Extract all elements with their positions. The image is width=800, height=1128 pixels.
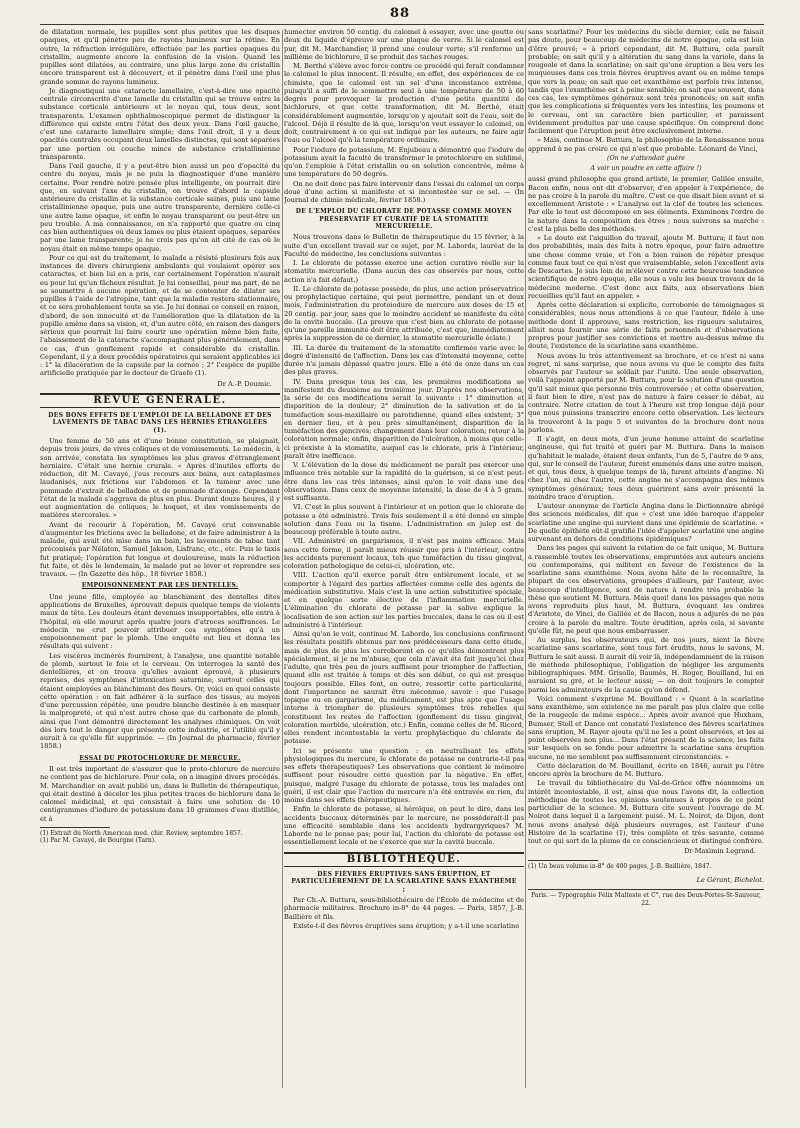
paragraph: Je diagnostiquai une cataracte lamellaire, c'est-à-dire une opacité centrale circonscrite d'une lamelle du cristallin qui se trouve entre la substance corticale antérieure et le noyau qui, tous deux, sont transparents. L'examen ophthalmoscopique permet de distinguer la différence qui existe entre l'état des deux yeux. Dans l'œil gauche, c'est une cataracte lamellaire simple; dans l'œil droit, il y a deux opacités centrales occupant deux lamelles distinctes, qui sont séparées par une portion ou couche mince de substance cristallinienne transparente.: [40, 86, 280, 161]
column-3: [528, 28, 764, 1106]
paragraph: VIII. L'action qu'il exerce paraît être entièrement locale, et se comporter à l'égard des parties affectées comme celle des agents de médication substitutive. Mais c'est là une action substitutive spéciale, et en quelque sorte élective de l'inflammation mercurielle. L'élimination du chlorate de potasse par la salive explique la localisation de son action sur les parties buccales, dans le cas où il est administré à l'intérieur.: [284, 571, 524, 629]
paragraph: Une femme de 50 ans et d'une bonne constitution, se plaignait, depuis trois jours, de vives coliques et de vomissements. Le médecin, à son arrivée, constata les symptômes les plus graves d'étranglement herniaire. C'était une hernie crurale. « Après d'inutiles efforts de réduction, dit M. Cavayé, j'eus recours aux bains, aux cataplasmes laudanisés, aux frictions sur l'abdomen et la tumeur avec une pommade d'extrait de belladone et de pommade d'axonge. Cependant l'état de la malade s'aggrava de plus en plus. Durant douze heures, il y eut augmentation de coliques, le hoquet, et des vomissements de matières stercorales. »: [40, 437, 280, 520]
paragraph: Le travail du bibliothécaire du Val-de-Grâce offre néanmoins un intérêt incontestable, il est, ainsi que nous l'avons dit, la collection méthodique de toutes les opinions soutenues à propos de ce point particulier de la science. M. Buttura cite souvent l'ouvrage de M. Noirot dans lequel il a largement puisé. M. L. Noirot, de Dijon, dont nous avons analysé déjà plusieurs ouvrages, est l'auteur d'une Histoire de la scarlatine (1), très complète et très savante, comme tout ce qui sort de la plume de ce consciencieux et distingué confrère.: [528, 779, 764, 845]
paragraph: Pour ce qui est du traitement, le malade a résisté plusieurs fois aux instances de divers chirurgiens ambulants qui voulaient opérer ses cataractes, et bien lui en a pris, car certainement l'opération n'aurait eu pour lui qu'un fâcheux résultat. Je lui conseillai, pour ma part, de ne se soumettre à aucune opération, et de se contenter de dilater ses pupilles à l'aide de l'atropine, tant que la maladie restera stationnaire, et ce sera probablement toute sa vie. Je lui donnai ce conseil en raison, d'abord, de son innocuité et de l'amélioration que la dilatation de la pupille amène dans sa vision, et, d'un autre côté, en raison des dangers sérieux que pourrait lui faire courir une opération même bien faite, l'abaissement de la cataracte s'accompagnant plus généralement, dans ce cas, d'un gonflement rapide et considérable du cristallin. Cependant, il y a deux procédés opératoires qui seraient applicables ici : 1° la dilacération de la capsule par la cornée ; 2° l'espèce de pupille artificielle pratiquée par le docteur de Graefe (1).: [40, 253, 280, 378]
paragraph: » Mais, continue M. Buttura, la philosophie de la Renaissance nous apprend à ne pas croire ce qui n'est que probable. Léonard de Vinci,: [528, 136, 764, 153]
paragraph: III. La durée du traitement de la stomatite confirmée varie avec le degré d'intensité de l'affection. Dans les cas d'intensité moyenne, cette durée n'a jamais dépassé quatre jours. Elle a été de onze dans un cas des plus graves.: [284, 343, 524, 377]
column-2: [284, 28, 524, 1106]
paragraph: » Le doute est l'aiguillon du travail, ajoute M. Buttura; il faut non des probabilités, mais des faits à notre époque, pour faire admettre une chose comme vraie, et l'on a bien raison de répéter presque comme faux tout ce qui n'est que vraisemblable, selon l'excellent avis de Descartes. Je suis loin de m'élever contre cette heureuse tendance scientifique de notre époque, elle nous a valu les beaux travaux de la médecine moderne. C'est donc aux faits, aux observations bien recueillies qu'il faut en appeler. »: [528, 234, 764, 300]
paragraph: L'auteur anonyme de l'article Angina dans le Dictionnaire abrégé des sciences médicales, dit que « c'est une idée baroque d'appeler scarlatine une angine qui survient dans une épidémie de scarlatine. » De quelle épithète eût-il gratifié l'idée d'appeler scarlatine une angine survenant en dehors de conditions épidémiques?: [528, 502, 764, 543]
paragraph: humecter environ 50 centig. du calomel à essayer, avec une goutte ou deux du liquide d'épreuve sur une plaque de verre. Si le calomel est pur, dit M. Marchandier, il prend une couleur verte; s'il renferme un millième de bichlorure, il se produit des taches rouges.: [284, 28, 524, 61]
footnote-rule: [40, 827, 110, 828]
quoted-verse: A voir un poudre en cette affaire !): [590, 165, 702, 172]
article-heading: ESSAI DU PROTOCHLORURE DE MERCURE.: [79, 754, 241, 762]
printer-imprint: Paris. — Typographie Félix Malteste et C°, rue des Deux-Portes-St-Sauveur, 22.: [528, 889, 764, 907]
paragraph: Pour l'iodure de potassium, M. Enjubeau a démontré que l'iodure de potassium avait la faculté de transformer le protochlorure en sublimé, qu'on l'emploie à l'état cristallin ou en solution concentrée, même à une température de 50 degrés.: [284, 145, 524, 179]
section-title: BIBLIOTHÈQUE.: [284, 852, 524, 867]
footnote: (1) Par M. Cavayé, de Bourgne (Tarn).: [40, 837, 157, 845]
column-divider: [525, 30, 526, 1088]
paragraph: Cette déclaration de M. Bouilland, écrite en 1846, aurait pu l'être encore après la brochure de M. Buttura.: [528, 761, 764, 778]
paragraph: On ne doit donc pas faire intervenir dans l'essai du calomel un corps doué d'une action si manifeste et si incontestée sur ce sel. — (In Journal de chimie médicale, février 1858.): [284, 179, 524, 204]
paragraph: Une jeune fille, employée au blanchiment des dentelles dites applications de Bruxelles, éprouvait depuis quelque temps de violents maux de tête. Les douleurs étant devenues insupportables, elle entra à l'hôpital, où elle mourut après quatre jours d'atroces souffrances. Le médecin ne crut pouvoir attribuer ces symptômes qu'à un empoisonnement par le plomb. Une enquête eut lieu et donna les résultats qui suivent :: [40, 592, 280, 651]
paragraph: Ici se présente une question : en neutralisant les effets physiologiques du mercure, le chlorate de potasse ne contrarie-t-il pas ses effets thérapeutiques? Les observations que contient le mémoire suffisent pour résoudre cette question par la négative. En effet, puisque, malgré l'usage du chlorate de potasse, tous les malades ont guéri, il est clair que l'action du mercure n'a été entravée en rien, du moins dans ses effets thérapeutiques.: [284, 746, 524, 805]
paragraph: Avant de recourir à l'opération, M. Cavayé crut convenable d'augmenter les frictions avec la belladone, et de faire administrer à la malade, qui avait été mise dans un bain, les lavements de tabac tant préconisés par Nélaton, Samuel Jakson, Lisfranc, etc., etc. Puis le taxis fut pratiqué; l'opération fut longue et douloureuse, mais la réduction fut faite, et dès le lendemain, la malade put se lever et reprendre ses travaux. — (In Gazette des hôp., 18 février 1858.): [40, 520, 280, 579]
author-signature: Dr Maximin Legrand.: [684, 847, 756, 856]
paragraph: de dilatation normale, les pupilles sont plus petites que les disques opaques, et qu'il pénètre peu de rayons lumineux sur la rétine. En outre, la réfraction irrégulière, effectuée par les parties opaques du cristallin, augmente encore la confusion de la vision. Quand les pupilles sont dilatées, au contraire, une plus large zone du cristallin encore transparent est à découvert, et il pénètre dans l'œil une plus grande somme de rayons lumineux.: [40, 28, 280, 86]
gerant-signature: Le Gérant, Bichelot.: [696, 875, 764, 884]
page-number: 88: [389, 6, 411, 21]
paragraph: II. Le chlorate de potasse possède, de plus, une action préservatrice ou prophylactique certaine, qui peut permettre, pendant un et deux mois, l'administration du protoiodure de mercure aux doses de 15 et 20 centig. par jour, sans que le moindre accident se manifeste du côté de la cavité buccale. (La preuve que c'est bien au chlorate de potasse qu'une pareille immunité doit être attribuée, c'est que, immédiatement après la suppression de ce dernier, la stomatite mercurielle éclate.): [284, 284, 524, 343]
paragraph: Enfin le chlorate de potasse, si héroïque, on peut le dire, dans les accidents buccaux déterminés par le mercure, ne posséderait-il pas une efficacité semblable dans les accidents hydrargyriques? M. Laborde ne le pense pas; pour lui, l'action du chlorate de potasse est essentiellement locale et ne s'exerce que sur la cavité buccale.: [284, 805, 524, 847]
column-divider: [282, 30, 283, 1088]
paragraph: VI. C'est le plus souvent à l'intérieur et en potion que le chlorate de potasse a été administré. Trois fois seulement il a été donné en simple solution dans l'eau ou la tisane. L'administration en julep est de beaucoup préférable à toute autre.: [284, 503, 524, 537]
paragraph: VII. Administré en gargarismes, il n'est pas moins efficace. Mais sous cette forme, il paraît mieux réussir que pris à l'intérieur, contre les accidents purement locaux, tels que tuméfaction du tissu gingival, coloration pathologique de celui-ci, ulcération, etc.: [284, 537, 524, 571]
paragraph: Dans les pages qui suivent la relation de ce fait unique, M. Buttura a rassemblé toutes les observations, empruntées aux auteurs anciens ou contemporains, qui militent en faveur de l'existence de la scarlatine sans exanthème. Nous avons hâte de le reconnaître, la plupart de ces observations, groupées d'ailleurs, par l'auteur, avec beaucoup d'intelligence, sont de nature à rendre très probable la thèse que soutient M. Buttura. Mais quoi! dans les passages que nous avons reproduits plus haut, M. Buttura, évoquant les ombres d'Aristote, de Vinci, de Galilée et de Bacon, nous a adjurés de ne pas croire à la parole du maître. Toute érudition, après cela, si savante qu'elle fût, ne peut que nous embarrasser.: [528, 544, 764, 635]
paragraph: Nous trouvons dans le Bulletin de thérapeutique du 15 février, à la suite d'un excellent travail sur ce sujet, par M. Laborde, lauréat de la Faculté de médecine, les conclusions suivantes :: [284, 233, 524, 258]
paragraph: Dans l'œil gauche, il y a peut-être bien aussi un peu d'opacité du centre du noyau, mais je ne puis la diagnostiquer d'une manière certaine. Pour rendre notre pensée plus intelligente, on pourrait dire que, en suivant l'axe du cristallin, on trouve d'abord la capsule antérieure du cristallin et la substance corticale saines, puis une lame cristallinienne opaque, puis une autre transparente, dernière celle-ci une autre lame opaque, et enfin le noyau transparent ou peut-être un peu trouble. A ma connaissance, on n'a rapporté que quatre ou cinq cas bien authentiques où deux lames ou plus étaient opaques, séparées par une lame transparente; je ne crois pas qu'on ait cité de cas où le noyau était en même temps opaque.: [40, 162, 280, 253]
paragraph: Par Ch.-A. Buttura, sous-bibliothécaire de l'École de médecine et de pharmacie militaires. Brochure in-8° de 44 pages. — Paris, 1857, J.-B. Baillière et fils.: [284, 896, 524, 921]
paragraph: M. Berthé s'élève avec force contre ce procédé qui ferait condamner le calomel le plus innocent. Il résulte, en effet, des expériences de ce chimiste, que le calomel est un sel d'une inconstance extrême, puisqu'il a suffi de le sommettre seul à une température de 50 à 60 degrés pour provoquer la production d'une petite quantité de bichlorure, et que cette transformation, dit M. Berthé, était considérablement augmentée, lorsqu'on y ajoutait soit de l'eau, soit de l'alcool. Déjà il résulte de là que, lorsqu'on veut essayer le calomel, on doit, contrairement à ce qui est indiqué par les auteurs, ne faire agir l'eau ou l'alcool qu'à la température ordinaire.: [284, 62, 524, 145]
paragraph: Il est très important de s'assurer que le proto-chlorure de mercure ne contient pas de bichlorure. Pour cela, on a imaginé divers procédés. M. Marchandier en avait publié un, dans le Bulletin de thérapeutique, qui était destiné à déceler les plus petites traces de bichlorure dans le calomel médicinal, et qui consistait à faire une solution de 10 centigrammes d'iodure de potassium dans 10 grammes d'eau distillée, et à: [40, 765, 280, 823]
paragraph: aussi grand philosophe que grand artiste, le premier, Galilée ensuite, Bacon enfin, nous ont dit d'observer, d'en appeler à l'expérience, de ne pas croire à la parole du maître. C'est ce que disait bien avant et si excellemment Aristote : « L'analyse est la clef de toutes les sciences. Par elle le tout est décomposé en ses éléments. Examinons l'ordre de la nature dans la composition des êtres ; nous suivrons sa marche : c'est la plus belle des méthodes.: [528, 175, 764, 233]
column-1: [40, 28, 280, 1106]
article-heading: EMPOISONNEMENT PAR LES DENTELLES.: [81, 582, 239, 590]
footnote: (1) Extrait du North American med. chir. Review, septembre 1857.: [40, 829, 243, 837]
paragraph: V. L'élévation de la dose du médicament ne paraît pas exercer une influence très notable sur la rapidité de la guérison, si ce n'est peut-être dans les cas très intenses, ainsi qu'on le voit dans une des observations. Dans ceux de moyenne intensité, la dose de 4 à 5 gram. est suffisante.: [284, 461, 524, 503]
paragraph: Existe-t-il des fièvres éruptives sans éruption; y a-t-il une scarlatine: [293, 921, 520, 930]
paragraph: Au surplus, les observateurs qui, de nos jours, nient la fièvre scarlatine sans scarlatine, sont tous fort érudits, nous le savons, M. Buttura le sait aussi. Il aurait dû voir là, indépendamment de la raison de méthode philosophique, l'obligation de négliger les arguments bibliographiques. MM. Grisolle, Baumès, H. Roger, Bouilland, lui en auraient su gré, et le lecteur aussi; — on doit toujours le compter parmi les admirateurs de la cause qu'on défend.: [528, 636, 764, 694]
paragraph: I. Le chlorate de potasse exerce une action curative réelle sur la stomatite mercurielle. (Dans aucun des cas observés par nous, cette action n'a fait défaut.): [284, 259, 524, 284]
paragraph: Voici comment s'exprime M. Bouilland : « Quant à la scarlatine sans exanthème, son existence ne me paraît pas plus claire que celle de la rougeole de même espèce... Après avoir avancé que Huxham, Bumser, Stoll et Dance ont constaté l'existence des fièvres scarlatines sans éruption, M. Rayer ajoute qu'il ne les a point observées, et les ai point observées non plus... Dans l'état présent de la science, les faits sur lesquels on se fonde pour admettre la scarlatine sans éruption aucune, ne me semblent pas suffisamment circonstanciés. »: [528, 694, 764, 761]
paragraph: sans scarlatine? Pour les médecins du siècle dernier, cela ne faisait pas doute, pour beaucoup de médecins de notre époque, cela est loin d'être prouvé; « à priori cependant, dit M. Buttura, cela paraît probable; on sait qu'il y a altération du sang dans la variole, dans la rougeole et dans la scarlatine; on sait qu'une éruption a lieu vers les muqueuses dans ces trois fièvres éruptives avant ou en même temps que vers la peau; on sait que cet exanthème est parfois très intense, tandis que l'exanthème est à peine sensible; on sait que souvent, dans ces cas, les symptômes généraux sont très prononcés; on sait enfin que les complications si fréquentes vers les intestins, les poumons et le cerveau, ont un caractère bien particulier, et paraissent évidemment produites par une cause spécifique. On comprend donc facilement que l'éruption peut être exclusivement interne.: [528, 28, 764, 135]
author-signature: Dr A.-P. Doumic.: [217, 379, 272, 388]
paragraph: Il s'agit, en deux mots, d'un jeune homme atteint de scarlatine angineuse, qui fut traité et guéri par M. Buttura. Dans la maison qu'habitait le malade, étaient deux enfants, l'un de 5, l'autre de 9 ans, qui, sur le conseil de l'auteur, furent emmenés dans une autre maison, et qui, tous deux, à quelque temps de là, furent atteints d'angine. Ni chez l'un, ni chez l'autre, cette angine ne s'accompagna des mêmes symptômes généraux; tous deux guérirent sans avoir présenté la moindre trace d'éruption.: [528, 435, 764, 501]
quoted-verse: (On ne s'attendait guère: [607, 154, 685, 162]
paragraph: Les viscères incinérés fournirent, à l'analyse, une quantité notable de plomb, surtout le foie et le cerveau. On interrogea la santé des dentellières, et on trouva qu'elles avaient éprouvé, à plusieurs reprises, des symptômes d'intoxication saturnine, surtout celles qui étaient employées au blanchiment des fleurs. Or, voici en quoi consiste cette opération : on fait adhérer à la surface des tissus, au moyen d'une percussion répétée, une poudre blanche destinée à en masquer la malpropreté, et qui n'est autre chose que du carbonate de plomb, ainsi que l'ont démontré directement les analyses chimiques. On voit dès lors tout le danger que présente cette industrie, et l'utilité qu'il y aurait à ce qu'elle fût supprimée. — (In Journal de pharmacie, février 1858.): [40, 651, 280, 751]
footnote-rule: [528, 860, 598, 861]
article-heading: DE L'EMPLOI DU CHLORATE DE POTASSE COMME MOYEN PRÉSERVATIF ET CURATIF DE LA STOMATITE MERCURIELLE.: [295, 208, 513, 231]
paragraph: IV. Dans presque tous les cas, les premières modifications se manifestent du deuxième au troisième jour. D'après nos observations, la série de ces modifications serait la suivante : 1° diminution et disparition de la douleur; 2° diminution de la salivation et de la tuméfaction sous-maxillaire ou parotidienne, quand elles existent; 3° en dernier lieu, et à peu près simultanément, disparition de la tuméfaction des gencives; changement dans leur coloration; retour à la coloration normale; enfin, disparition de l'ulcération, à moins que celle-ci préexiste à la stomatite, auquel cas le chlorate, pris à l'intérieur, paraît être inefficace.: [284, 377, 524, 460]
paragraph: Nous avons lu très attentivement sa brochure, et ce n'est ni sans regret, ni sans surprise, que nous avons vu que le compte des faits observés par l'auteur se soldait par l'unité. Une seule observation, voilà l'appoint apporté par M. Buttura, pour la solution d'une question qu'il sait mieux que personne très controversée ; et cette observation, il faut bien le dire, n'est pas de nature à faire cesser le débat, au contraire. Notre citation de tout à l'heure est trop longue déjà pour que nous puissions transcrire encore cette observation. Les lecteurs la trouveront à la page 5 et suivantes de la brochure dont nous parlons.: [528, 351, 764, 434]
paragraph: Après cette déclaration si explicite, corroborée de témoignages si considérables, nous nous attendions à ce que l'auteur, fidèle à une méthode dont il approuve, sans restriction, les rigueurs salutaires, allait nous fournir une série de faits personnels et d'observations propres pour justifier ses convictions et mettre au-dessus même du doute, l'existence de la scarlatine sans exanthème.: [528, 301, 764, 351]
paragraph: Ainsi qu'on le voit, continue M. Laborde, les conclusions confirment les résultats positifs obtenus par nos prédécesseurs dans cette étude, mais de plus de plus les corroborent en ce qu'elles démontrent plus spécialement, si je ne m'abuse, que cela n'avait été fait jusqu'ici chez l'adulte, que très peu de jours suffisent pour triompher de l'affection, quand elle est traitée à temps et dès son début, ce qui est presque toujours possible. Elles font, en outre, ressortir cette particularité, dont l'importance ne saurait être méconnue, savoir : que l'usage topique ou en gargarisme, du médicament, est plus apte que l'usage interne à triompher de plusieurs symptômes très rebelles qui constituent les restes de l'affection (gonflement du tissu gingival, coloration morbide, ulcération, etc.) Enfin, comme celles de M. Ricord, elles rendent incontestable la vertu prophylactique du chlorate de potasse.: [284, 630, 524, 746]
article-heading: DES BONS EFFETS DE L'EMPLOI DE LA BELLADONE ET DES LAVEMENTS DE TABAC DANS LES HERNIES ÉTRANGLÉES (1).: [48, 412, 272, 434]
header-rule: [40, 24, 764, 25]
footnote: (1) Un beau volume in-8° de 400 pages, J.-B. Baillière, 1847.: [528, 862, 712, 870]
article-heading: DES FIÈVRES ÉRUPTIVES SANS ÉRUPTION, ET PARTICULIÈREMENT DE LA SCARLATINE SANS EXANTHÈME ;: [291, 870, 517, 893]
section-title: REVUE GÉNÉRALE.: [40, 393, 280, 408]
